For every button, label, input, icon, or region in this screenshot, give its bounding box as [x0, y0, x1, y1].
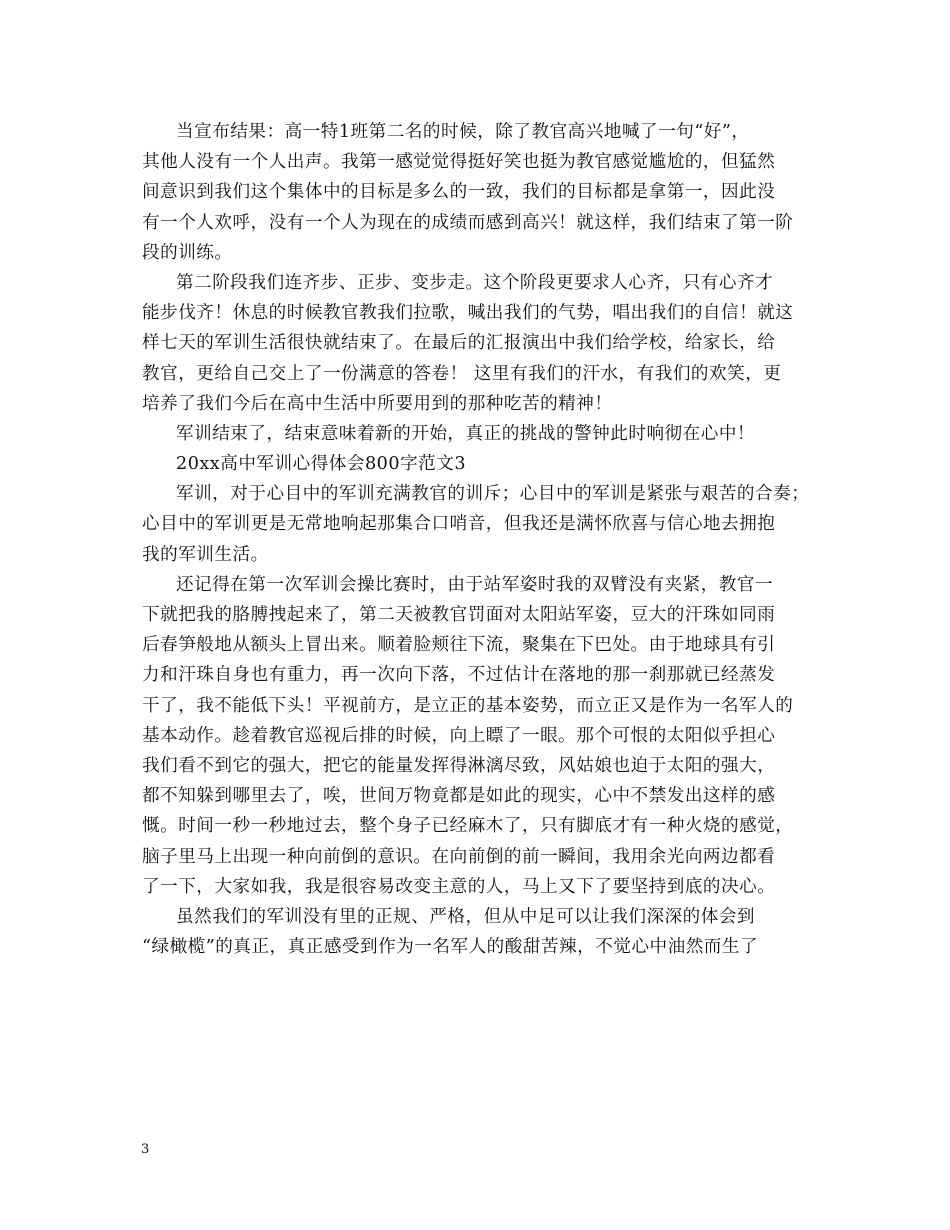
text-line: 20xx高中军训心得体会800字范文3: [176, 454, 467, 475]
text-line: 有一个人欢呼，没有一个人为现在的成绩而感到高兴！就这样，我们结束了第一阶: [142, 212, 794, 233]
text-line: 军训结束了，结束意味着新的开始，真正的挑战的警钟此时响彻在心中！: [176, 423, 756, 444]
text-line: 我的军训生活。: [142, 544, 269, 565]
text-line: 教官，更给自己交上了一份满意的答卷！ 这里有我们的汗水，有我们的欢笑，更: [142, 363, 782, 384]
text-line: 后春笋般地从额头上冒出来。顺着脸颊往下流，聚集在下巴处。由于地球具有引: [142, 635, 776, 656]
text-line: 能步伐齐！休息的时候教官教我们拉歌，喊出我们的气势，唱出我们的自信！就这: [142, 303, 794, 324]
text-line: 军训，对于心目中的军训充满教官的训斥；心目中的军训是紧张与艰苦的合奏；: [176, 484, 810, 505]
text-line: 脑子里马上出现一种向前倒的意识。在向前倒的前一瞬间，我用余光向两边都看: [142, 846, 776, 867]
text-line: 我们看不到它的强大，把它的能量发挥得淋漓尽致，风姑娘也迫于太阳的强大，: [142, 755, 776, 776]
text-line: 了一下，大家如我，我是很容易改变主意的人，马上又下了要坚持到底的决心。: [142, 876, 776, 897]
text-line: 间意识到我们这个集体中的目标是多么的一致，我们的目标都是拿第一，因此没: [142, 182, 776, 203]
text-line: 第二阶段我们连齐步、正步、变步走。这个阶段更要求人心齐，只有心齐才: [176, 272, 774, 293]
text-line: 其他人没有一个人出声。我第一感觉觉得挺好笑也挺为教官感觉尴尬的，但猛然: [142, 152, 776, 173]
text-line: 基本动作。趁着教官巡视后排的时候，向上瞟了一眼。那个可恨的太阳似乎担心: [142, 725, 776, 746]
text-line: 虽然我们的军训没有里的正规、严格，但从中足可以让我们深深的体会到: [176, 906, 756, 927]
text-line: 力和汗珠自身也有重力，再一次向下落，不过估计在落地的那一刹那就已经蒸发: [142, 665, 776, 686]
text-line: 心目中的军训更是无常地响起那集合口哨音，但我还是满怀欣喜与信心地去拥抱: [142, 514, 776, 535]
text-line: 慨。时间一秒一秒地过去，整个身子已经麻木了，只有脚底才有一种火烧的感觉，: [142, 816, 794, 837]
page-number: 3: [141, 1142, 150, 1157]
document-body: [142, 117, 810, 962]
text-line: 当宣布结果：高一特1班第二名的时候，除了教官高兴地喊了一句“好”，: [176, 122, 750, 142]
text-line: 段的训练。: [142, 242, 233, 263]
text-line: 培养了我们今后在高中生活中所要用到的那种吃苦的精神！: [142, 393, 613, 414]
text-line: “绿橄榄”的真正，真正感受到作为一名军人的酸甜苦辣，不觉心中油然而生了: [142, 937, 759, 958]
text-line: 还记得在第一次军训会操比赛时，由于站军姿时我的双臂没有夹紧，教官一: [176, 574, 774, 595]
text-line: 下就把我的胳膊拽起来了，第二天被教官罚面对太阳站军姿，豆大的汗珠如同雨: [142, 605, 776, 625]
text-line: 都不知躲到哪里去了，唉，世间万物竟都是如此的现实，心中不禁发出这样的感: [142, 786, 776, 807]
text-line: 干了，我不能低下头！平视前方，是立正的基本姿势，而立正又是作为一名军人的: [142, 695, 794, 716]
text-line: 样七天的军训生活很快就结束了。在最后的汇报演出中我们给学校，给家长，给: [142, 333, 776, 354]
